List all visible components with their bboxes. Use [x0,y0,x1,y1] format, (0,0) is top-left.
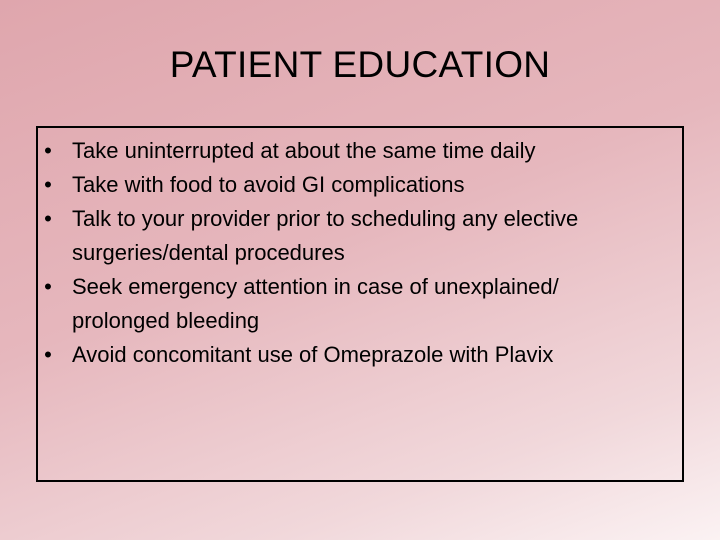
bullet-dot-icon: • [44,138,52,163]
bullet-item [38,168,678,202]
bullet-text-line: Talk to your provider prior to scheduling any elective [72,206,579,231]
bullet-text-line: Take uninterrupted at about the same time daily [72,138,536,163]
slide-title: PATIENT EDUCATION [169,44,551,85]
bullet-list [38,134,678,372]
bullet-text-line: surgeries/dental procedures [72,240,345,265]
content-box [36,126,684,482]
bullet-text-line: Seek emergency attention in case of unexplained/ [72,274,559,299]
bullet-item [38,202,678,270]
bullet-text-line: prolonged bleeding [72,308,260,333]
bullet-item [38,338,678,372]
bullet-text-line: Avoid concomitant use of Omeprazole with Plavix [72,342,554,367]
bullet-text-line: Take with food to avoid GI complications [72,172,465,197]
bullet-dot-icon: • [44,172,52,197]
bullet-dot-icon: • [44,342,52,367]
bullet-dot-icon: • [44,274,52,299]
bullet-dot-icon: • [44,206,52,231]
bullet-item [38,270,678,338]
bullet-item [38,134,678,168]
